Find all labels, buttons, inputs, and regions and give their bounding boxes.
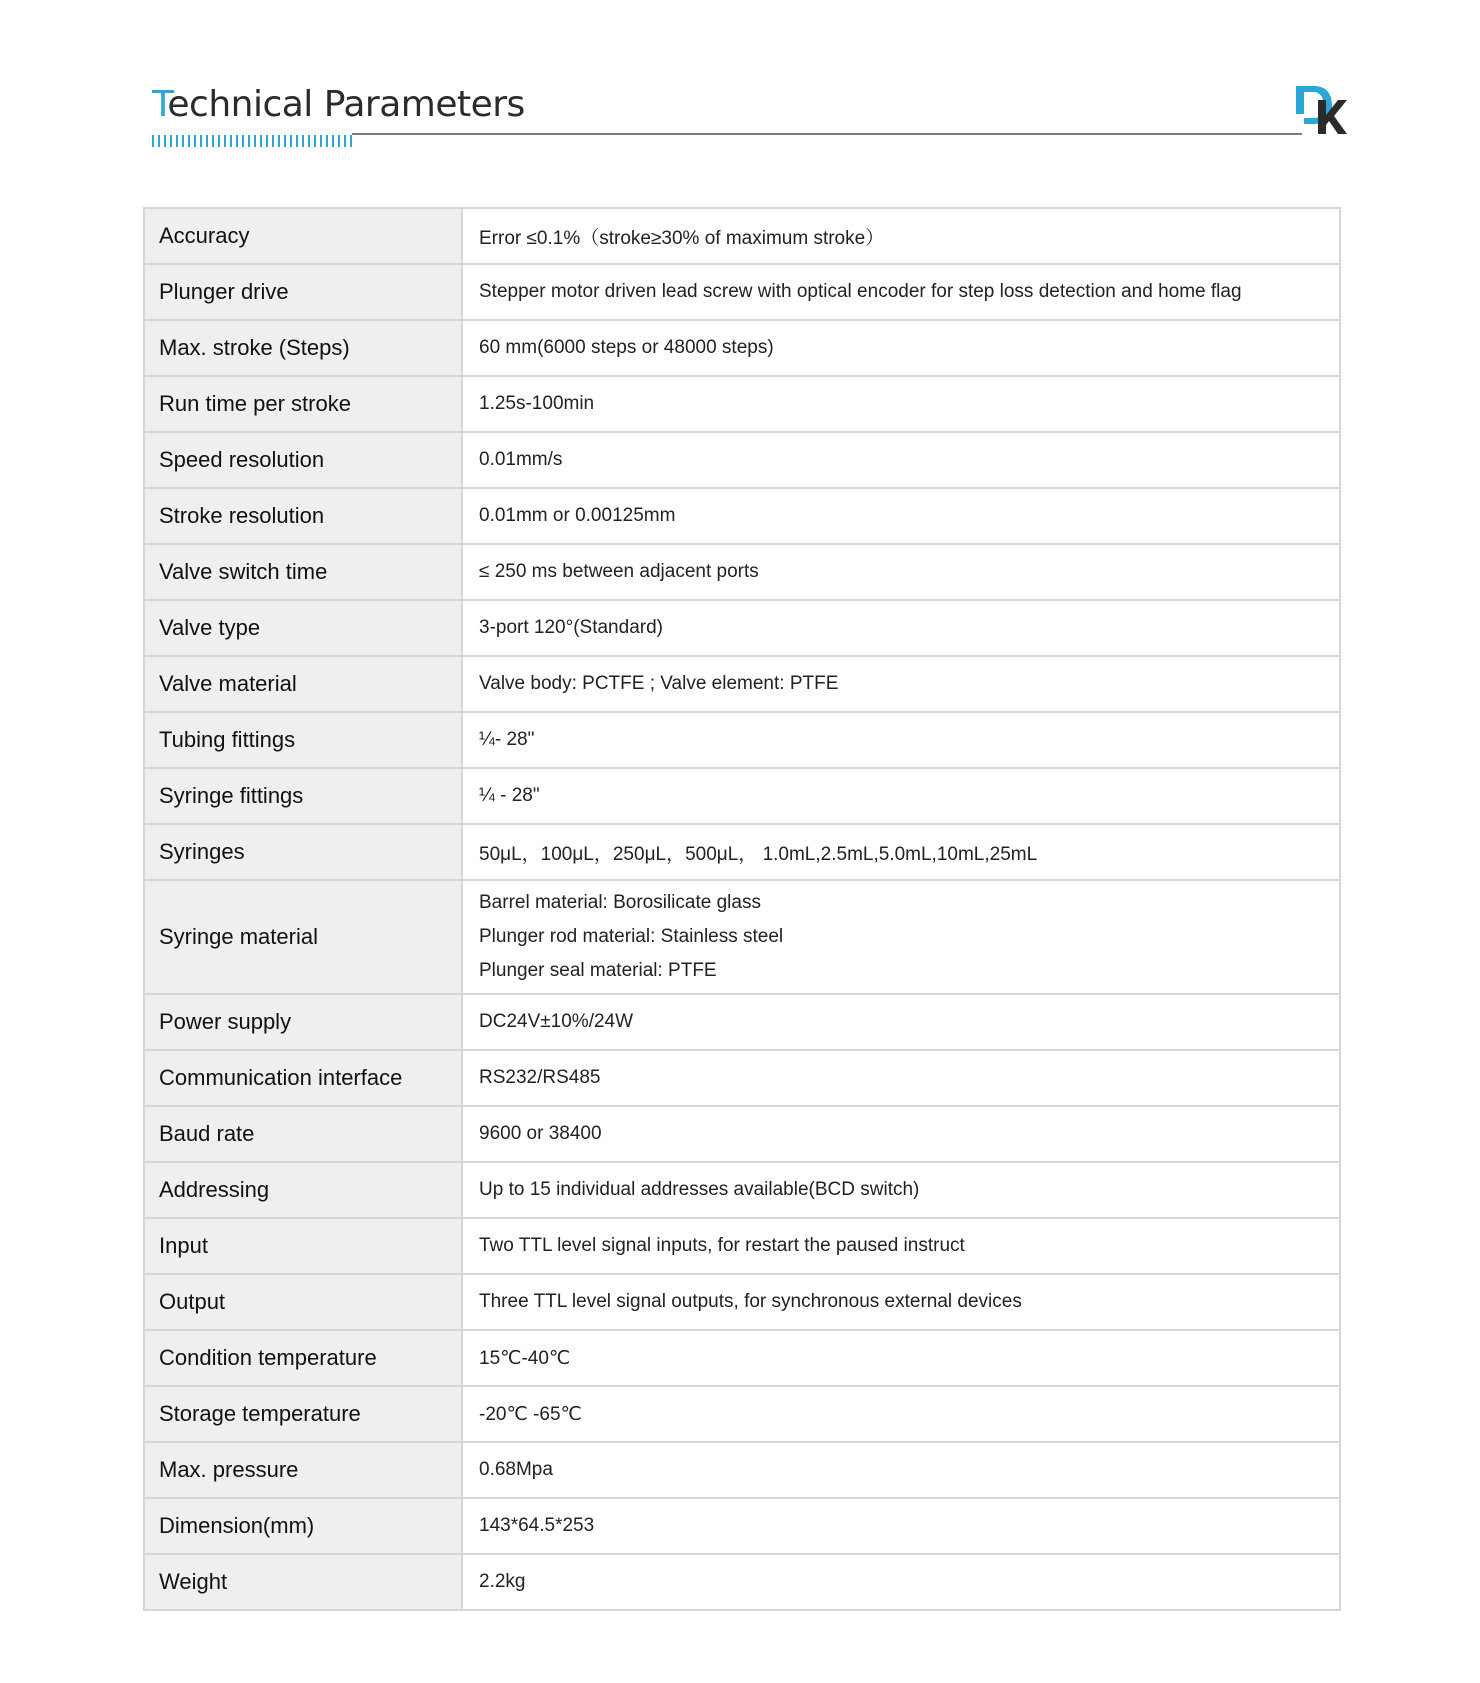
spec-label: Addressing [144, 1162, 462, 1218]
spec-label: Communication interface [144, 1050, 462, 1106]
spec-label: Storage temperature [144, 1386, 462, 1442]
title-tick-decoration [152, 135, 352, 147]
spec-row [144, 1554, 1340, 1610]
spec-label: Accuracy [144, 208, 462, 264]
spec-label: Valve material [144, 656, 462, 712]
spec-row [144, 712, 1340, 768]
spec-row [144, 1386, 1340, 1442]
spec-row [144, 432, 1340, 488]
spec-label: Input [144, 1218, 462, 1274]
spec-row [144, 1330, 1340, 1386]
spec-label: Stroke resolution [144, 488, 462, 544]
title-divider [352, 133, 1302, 135]
spec-row [144, 488, 1340, 544]
spec-value-line: Plunger seal material: PTFE [479, 960, 717, 981]
spec-value: 1.25s-100min [462, 376, 1340, 432]
spec-value: ¼ - 28" [462, 768, 1340, 824]
page-header [152, 84, 1342, 154]
spec-row [144, 768, 1340, 824]
spec-value: Three TTL level signal outputs, for synchronous external devices [462, 1274, 1340, 1330]
spec-row [144, 376, 1340, 432]
spec-value: Error ≤0.1%（stroke≥30% of maximum stroke） [462, 208, 1340, 264]
spec-row [144, 544, 1340, 600]
spec-row [144, 1498, 1340, 1554]
spec-value [462, 880, 1340, 994]
spec-value: 15℃-40℃ [462, 1330, 1340, 1386]
spec-value: RS232/RS485 [462, 1050, 1340, 1106]
spec-value: -20℃ -65℃ [462, 1386, 1340, 1442]
spec-label: Weight [144, 1554, 462, 1610]
spec-value: 143*64.5*253 [462, 1498, 1340, 1554]
spec-row [144, 656, 1340, 712]
spec-value: 60 mm(6000 steps or 48000 steps) [462, 320, 1340, 376]
spec-label: Output [144, 1274, 462, 1330]
spec-row [144, 1442, 1340, 1498]
spec-row [144, 1162, 1340, 1218]
dk-logo-icon [1292, 82, 1348, 136]
spec-label: Condition temperature [144, 1330, 462, 1386]
title-accent-letter: T [152, 84, 168, 125]
spec-row [144, 824, 1340, 880]
spec-row [144, 1274, 1340, 1330]
spec-label: Max. pressure [144, 1442, 462, 1498]
spec-label: Valve switch time [144, 544, 462, 600]
spec-value: 0.68Mpa [462, 1442, 1340, 1498]
spec-row [144, 1106, 1340, 1162]
spec-value: 0.01mm/s [462, 432, 1340, 488]
spec-value: Up to 15 individual addresses available(BCD switch) [462, 1162, 1340, 1218]
spec-row [144, 1050, 1340, 1106]
spec-value: Valve body: PCTFE ; Valve element: PTFE [462, 656, 1340, 712]
spec-value: ¼- 28" [462, 712, 1340, 768]
spec-value: 0.01mm or 0.00125mm [462, 488, 1340, 544]
spec-label: Baud rate [144, 1106, 462, 1162]
spec-value-line: Plunger rod material: Stainless steel [479, 926, 784, 947]
spec-row [144, 1218, 1340, 1274]
spec-value: 3-port 120°(Standard) [462, 600, 1340, 656]
spec-value: DC24V±10%/24W [462, 994, 1340, 1050]
spec-table [143, 207, 1341, 1611]
spec-label: Run time per stroke [144, 376, 462, 432]
spec-row [144, 880, 1340, 994]
spec-value: 9600 or 38400 [462, 1106, 1340, 1162]
spec-label: Speed resolution [144, 432, 462, 488]
spec-value-line: Barrel material: Borosilicate glass [479, 892, 761, 913]
spec-table-body [144, 208, 1340, 1610]
spec-row [144, 208, 1340, 264]
spec-value: ≤ 250 ms between adjacent ports [462, 544, 1340, 600]
spec-value: 2.2kg [462, 1554, 1340, 1610]
spec-row [144, 600, 1340, 656]
spec-label: Power supply [144, 994, 462, 1050]
spec-value: 50μL，100μL，250μL，500μL， 1.0mL,2.5mL,5.0mL,10mL,25mL [462, 824, 1340, 880]
spec-label: Syringe material [144, 880, 462, 994]
spec-label: Plunger drive [144, 264, 462, 320]
spec-label: Dimension(mm) [144, 1498, 462, 1554]
spec-label: Syringe fittings [144, 768, 462, 824]
spec-row [144, 264, 1340, 320]
spec-row [144, 994, 1340, 1050]
spec-row [144, 320, 1340, 376]
spec-label: Max. stroke (Steps) [144, 320, 462, 376]
spec-label: Valve type [144, 600, 462, 656]
spec-label: Tubing fittings [144, 712, 462, 768]
spec-label: Syringes [144, 824, 462, 880]
spec-value: Two TTL level signal inputs, for restart the paused instruct [462, 1218, 1340, 1274]
page-title [152, 84, 525, 125]
spec-value: Stepper motor driven lead screw with optical encoder for step loss detection and home flag [462, 264, 1340, 320]
title-text: echnical Parameters [167, 84, 525, 125]
